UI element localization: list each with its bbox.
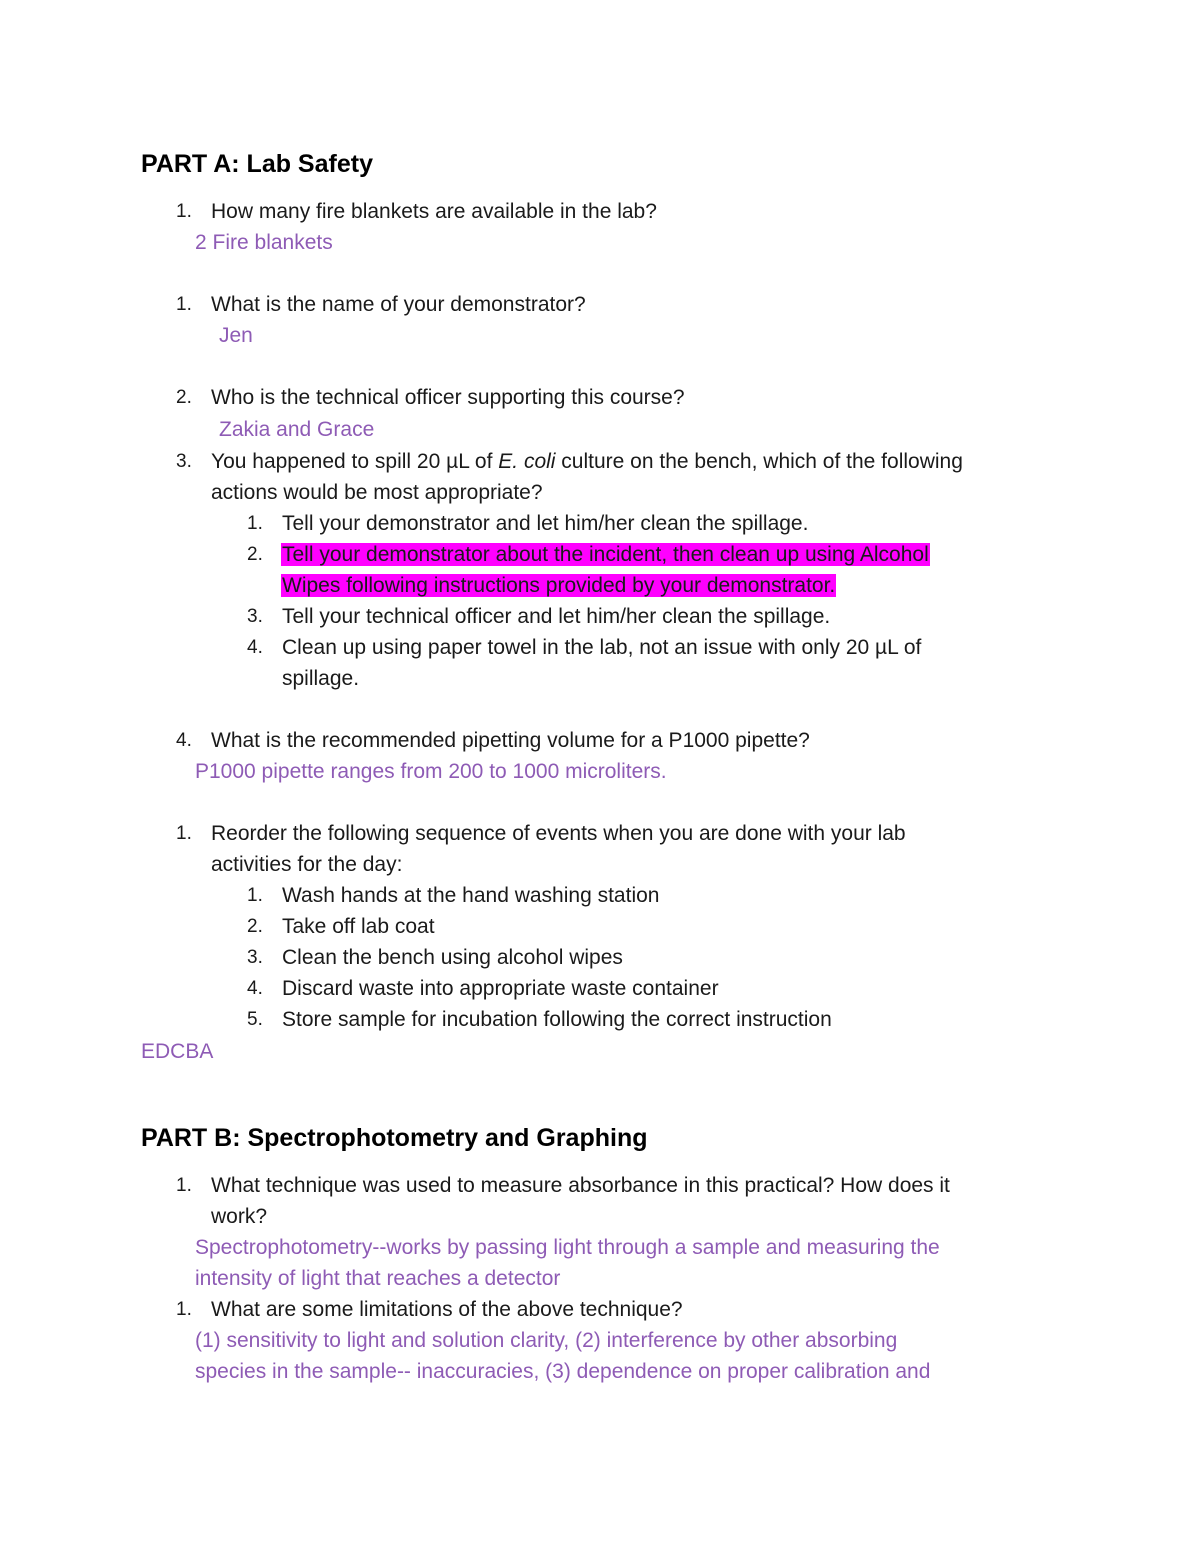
question-text-part: culture on the bench, which of the following bbox=[555, 450, 963, 473]
question-number: 4. bbox=[176, 730, 192, 751]
answer-text: Spectrophotometry--works by passing light through a sample and measuring the bbox=[195, 1236, 940, 1259]
option-number: 4. bbox=[247, 637, 263, 658]
question-text-continued: work? bbox=[211, 1205, 268, 1228]
question-text-continued: activities for the day: bbox=[211, 853, 403, 876]
step-text: Discard waste into appropriate waste container bbox=[282, 977, 719, 1000]
answer-text: P1000 pipette ranges from 200 to 1000 microliters. bbox=[195, 760, 667, 783]
option-text: spillage. bbox=[282, 667, 360, 690]
part-a-heading: PART A: Lab Safety bbox=[141, 150, 373, 178]
question-number: 1. bbox=[176, 294, 192, 315]
step-number: 4. bbox=[247, 978, 263, 999]
question-text: How many fire blankets are available in the lab? bbox=[211, 200, 657, 223]
answer-text: intensity of light that reaches a detector bbox=[195, 1267, 561, 1290]
option-number: 1. bbox=[247, 513, 263, 534]
option-number: 2. bbox=[247, 544, 263, 565]
option-number: 3. bbox=[247, 606, 263, 627]
step-text: Wash hands at the hand washing station bbox=[282, 884, 660, 907]
option-text-selected bbox=[281, 570, 836, 601]
option-text-selected bbox=[281, 539, 930, 570]
question-number: 2. bbox=[176, 387, 192, 408]
question-text-part: You happened to spill 20 µL of bbox=[211, 450, 499, 473]
step-text: Store sample for incubation following the correct instruction bbox=[282, 1008, 832, 1031]
step-text: Take off lab coat bbox=[282, 915, 435, 938]
part-b-heading: PART B: Spectrophotometry and Graphing bbox=[141, 1124, 648, 1152]
answer-text: Jen bbox=[219, 324, 253, 347]
step-number: 2. bbox=[247, 916, 263, 937]
question-text: What are some limitations of the above technique? bbox=[211, 1298, 683, 1321]
step-text: Clean the bench using alcohol wipes bbox=[282, 946, 623, 969]
answer-text: 2 Fire blankets bbox=[195, 231, 333, 254]
question-text: Who is the technical officer supporting this course? bbox=[211, 386, 685, 409]
question-text: What is the name of your demonstrator? bbox=[211, 293, 586, 316]
option-text: Tell your demonstrator and let him/her clean the spillage. bbox=[282, 512, 809, 535]
question-text bbox=[211, 446, 963, 477]
answer-text: (1) sensitivity to light and solution clarity, (2) interference by other absorbing bbox=[195, 1329, 898, 1352]
step-number: 3. bbox=[247, 947, 263, 968]
question-text: Reorder the following sequence of events when you are done with your lab bbox=[211, 822, 906, 845]
organism-name: E. coli bbox=[498, 450, 556, 473]
question-number: 1. bbox=[176, 201, 192, 222]
answer-text: Zakia and Grace bbox=[219, 418, 375, 441]
question-number: 1. bbox=[176, 1299, 192, 1320]
step-number: 5. bbox=[247, 1009, 263, 1030]
answer-highlight: Wipes following instructions provided by your demonstrator. bbox=[282, 574, 836, 597]
question-number: 3. bbox=[176, 451, 192, 472]
question-text: What is the recommended pipetting volume for a P1000 pipette? bbox=[211, 729, 810, 752]
question-text-continued: actions would be most appropriate? bbox=[211, 481, 543, 504]
question-number: 1. bbox=[176, 1175, 192, 1196]
option-text: Tell your technical officer and let him/her clean the spillage. bbox=[282, 605, 831, 628]
answer-text: species in the sample-- inaccuracies, (3) dependence on proper calibration and bbox=[195, 1360, 931, 1383]
answer-text: EDCBA bbox=[141, 1040, 214, 1063]
question-number: 1. bbox=[176, 823, 192, 844]
answer-highlight: Tell your demonstrator about the incident, then clean up using Alcohol bbox=[282, 543, 929, 566]
question-text: What technique was used to measure absorbance in this practical? How does it bbox=[211, 1174, 950, 1197]
step-number: 1. bbox=[247, 885, 263, 906]
option-text: Clean up using paper towel in the lab, not an issue with only 20 µL of bbox=[282, 636, 922, 659]
